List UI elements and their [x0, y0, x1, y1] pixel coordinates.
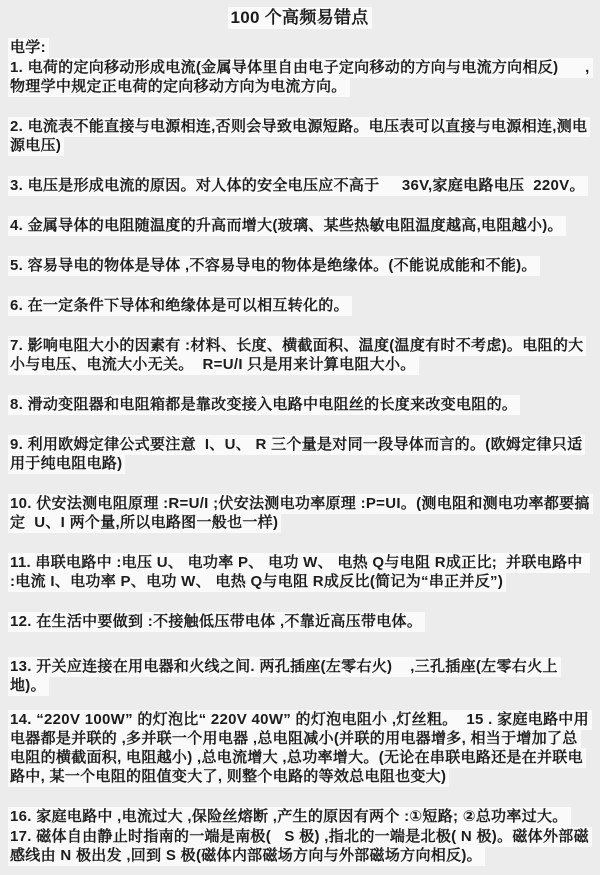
list-item-text: 10. 伏安法测电阻原理 :R=U/I ;伏安法测电功率原理 :P=UI。(测电阻和测电功率都要搞定 U、I 两个量,所以电路图一般也一样) — [8, 494, 593, 533]
list-item-text: 4. 金属导体的电阻随温度的升高而增大(玻璃、某些热敏电阻温度越高,电阻越小)。 — [8, 216, 566, 236]
section-label-text: 电学: — [8, 38, 49, 58]
list-item-text: 1. 电荷的定向移动形成电流(金属导体里自由电子定向移动的方向与电流方向相反) ,物理学中规定正电荷的定向移动方向为电流方向。 — [8, 58, 593, 97]
list-item — [8, 395, 592, 414]
list-item — [8, 58, 592, 96]
list-item-text: 16. 家庭电路中 ,电流过大 ,保险丝熔断 ,产生的原因有两个 :①短路; ②总功率过大。 — [8, 807, 571, 827]
list-item-text: 12. 在生活中要做到 :不接触低压带电体 ,不靠近高压带电体。 — [8, 612, 425, 632]
list-item-text: 5. 容易导电的物体是导体 ,不容易导电的物体是绝缘体。(不能说成能和不能)。 — [8, 256, 540, 276]
list-item — [8, 296, 592, 315]
list-item-text: 8. 滑动变阻器和电阻箱都是靠改变接入电路中电阻丝的长度来改变电阻的。 — [8, 395, 520, 415]
list-item — [8, 807, 592, 826]
list-item-text: 9. 利用欧姆定律公式要注意 I、U、 R 三个量是对同一段导体而言的。(欧姆定律只适用于纯电阻电路) — [8, 435, 585, 474]
list-item-text: 13. 开关应连接在用电器和火线之间. 两孔插座(左零右火) ,三孔插座(左零右火上地)。 — [8, 657, 561, 696]
list-item — [8, 494, 592, 532]
list-item — [8, 216, 592, 235]
list-item — [8, 256, 592, 275]
list-item-text: 17. 磁体自由静止时指南的一端是南极( S 极) ,指北的一端是北极( N 极)。磁体外部磁感线由 N 极出发 ,回到 S 极(磁体内部磁场方向与外部磁场方向相反)。 — [8, 827, 592, 866]
list-item — [8, 827, 592, 865]
list-item — [8, 176, 592, 195]
list-item-text: 11. 串联电路中 :电压 U、 电功率 P、 电功 W、 电热 Q与电阻 R成正比; 并联电路中 :电流 I、电功率 P、电功 W、 电热 Q与电阻 R成反比(简记为“串正并反”) — [8, 553, 590, 592]
page-title-text: 100 个高频易错点 — [228, 7, 371, 29]
list-item — [8, 657, 592, 695]
list-item — [8, 612, 592, 631]
list-item — [8, 117, 592, 155]
page-title — [8, 7, 592, 29]
list-item-text: 7. 影响电阻大小的因素有 :材料、长度、横截面积、温度(温度有时不考虑)。电阻的大小与电压、电流大小无关。 R=U/I 只是用来计算电阻大小。 — [8, 336, 586, 375]
item-list — [8, 58, 592, 865]
list-item — [8, 553, 592, 591]
list-item-text: 14. “220V 100W” 的灯泡比“ 220V 40W” 的灯泡电阻小 ,灯丝粗。 15 . 家庭电路中用电器都是并联的 ,多并联一个用电器 ,总电阻减小(并联的用电器增多, 相当于增加了总电阻的横截面积, 电阻越小) ,总电流增大 ,总功率增大。(无论在串联电路还是在并联电路中, 某一个电阻的阻值变大了, 则整个电路的等效总电阻也变大) — [8, 710, 592, 787]
list-item — [8, 336, 592, 374]
list-item — [8, 710, 592, 786]
list-item — [8, 435, 592, 473]
list-item-text: 3. 电压是形成电流的原因。对人体的安全电压应不高于 36V,家庭电路电压 220V。 — [8, 176, 588, 196]
list-item-text: 6. 在一定条件下导体和绝缘体是可以相互转化的。 — [8, 296, 352, 316]
section-label — [8, 38, 592, 57]
list-item-text: 2. 电流表不能直接与电源相连,否则会导致电源短路。电压表可以直接与电源相连,测电源电压) — [8, 117, 590, 156]
